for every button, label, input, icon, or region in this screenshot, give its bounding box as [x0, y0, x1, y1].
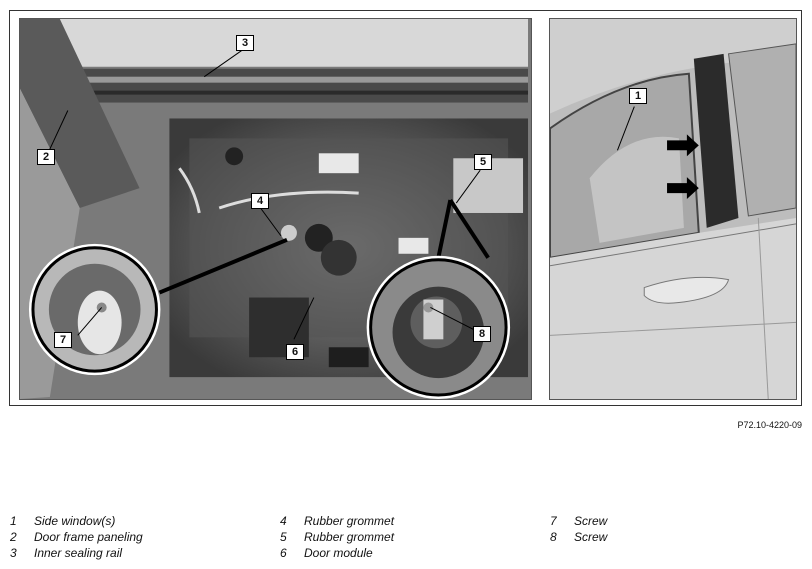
- callout-2: 2: [37, 149, 55, 165]
- callout-3: 3: [236, 35, 254, 51]
- legend-number: 3: [10, 546, 17, 560]
- legend-label: Screw: [574, 530, 608, 544]
- legend-label: Side window(s): [34, 514, 116, 528]
- callout-8: 8: [473, 326, 491, 342]
- vehicle-side-photo: [549, 18, 797, 400]
- callout-5: 5: [474, 154, 492, 170]
- legend-item: [10, 529, 143, 545]
- legend-label: Door frame paneling: [34, 530, 143, 544]
- legend-item: [280, 545, 394, 561]
- legend-number: 1: [10, 514, 17, 528]
- callout-6: 6: [286, 344, 304, 360]
- vehicle-side-illustration: [550, 19, 796, 399]
- callout-4: 4: [251, 193, 269, 209]
- legend-label: Door module: [304, 546, 373, 560]
- legend-label: Inner sealing rail: [34, 546, 123, 560]
- legend-number: 5: [280, 530, 287, 544]
- legend-column: [10, 513, 143, 561]
- legend-column: [550, 513, 607, 545]
- legend-item: [280, 529, 394, 545]
- legend-column: [280, 513, 394, 561]
- legend-number: 8: [550, 530, 557, 544]
- legend-label: Rubber grommet: [304, 530, 395, 544]
- callout-1: 1: [629, 88, 647, 104]
- legend-label: Rubber grommet: [304, 514, 395, 528]
- callout-7: 7: [54, 332, 72, 348]
- legend-item: [280, 513, 394, 529]
- door-interior-photo: [19, 18, 532, 400]
- legend-label: Screw: [574, 514, 608, 528]
- door-interior-illustration: [20, 19, 531, 399]
- legend-item: [10, 545, 143, 561]
- legend-number: 2: [10, 530, 17, 544]
- legend-number: 4: [280, 514, 287, 528]
- legend-number: 6: [280, 546, 287, 560]
- legend-item: [10, 513, 143, 529]
- legend-item: [550, 513, 607, 529]
- legend: [10, 513, 810, 563]
- legend-item: [550, 529, 607, 545]
- figure-reference: P72.10-4220-09: [737, 420, 802, 430]
- legend-number: 7: [550, 514, 557, 528]
